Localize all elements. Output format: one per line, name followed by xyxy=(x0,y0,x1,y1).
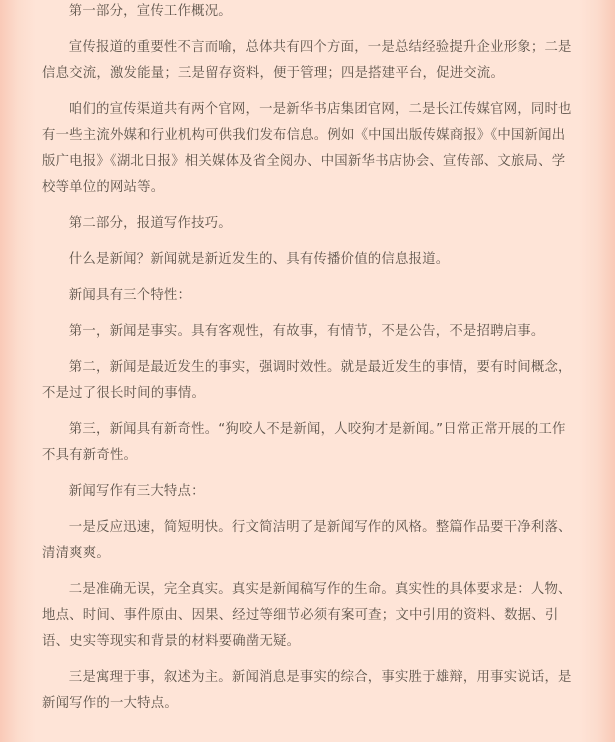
paragraph-feature-speed: 一是反应迅速，简短明快。行文简洁明了是新闻写作的风格。整篇作品要干净利落、清清爽爽。 xyxy=(42,520,572,561)
paragraph-news-traits-intro: 新闻具有三个特性： xyxy=(68,288,192,303)
paragraph-feature-narrative: 三是寓理于事，叙述为主。新闻消息是事实的综合，事实胜于雄辩，用事实说话，是新闻写作的一大特点。 xyxy=(42,670,572,711)
paragraph-trait-novelty: 第三，新闻具有新奇性。“狗咬人不是新闻，人咬狗才是新闻。”日常正常开展的工作不具有新奇性。 xyxy=(42,422,566,463)
section-heading-writing-skills: 第二部分，报道写作技巧。 xyxy=(68,216,232,231)
paragraph-trait-fact: 第一，新闻是事实。具有客观性，有故事，有情节，不是公告，不是招聘启事。 xyxy=(68,324,545,339)
section-heading-overview: 第一部分，宣传工作概况。 xyxy=(68,4,232,19)
paragraph-writing-features-intro: 新闻写作有三大特点： xyxy=(68,484,205,499)
paragraph-trait-timeliness: 第二，新闻是最近发生的事实，强调时效性。就是最近发生的事情，要有时间概念，不是过了很长时间的事情。 xyxy=(42,360,572,401)
paragraph-publicity-importance: 宣传报道的重要性不言而喻，总体共有四个方面，一是总结经验提升企业形象；二是信息交流，激发能量；三是留存资料，便于管理；四是搭建平台，促进交流。 xyxy=(42,40,572,81)
paragraph-publicity-channels: 咱们的宣传渠道共有两个官网，一是新华书店集团官网，二是长江传媒官网，同时也有一些主流外媒和行业机构可供我们发布信息。例如《中国出版传媒商报》《中国新闻出版广电报》《湖北日报》相关媒体及省全阅办、中国新华书店协会、宣传部、文旅局、学校等单位的网站等。 xyxy=(42,102,572,195)
paragraph-feature-accuracy: 二是准确无误，完全真实。真实是新闻稿写作的生命。真实性的具体要求是：人物、地点、时间、事件原由、因果、经过等细节必须有案可查；文中引用的资料、数据、引语、史实等现实和背景的材料要确凿无疑。 xyxy=(42,582,572,649)
paragraph-news-definition: 什么是新闻？新闻就是新近发生的、具有传播价值的信息报道。 xyxy=(68,252,450,267)
article-body xyxy=(42,0,576,717)
